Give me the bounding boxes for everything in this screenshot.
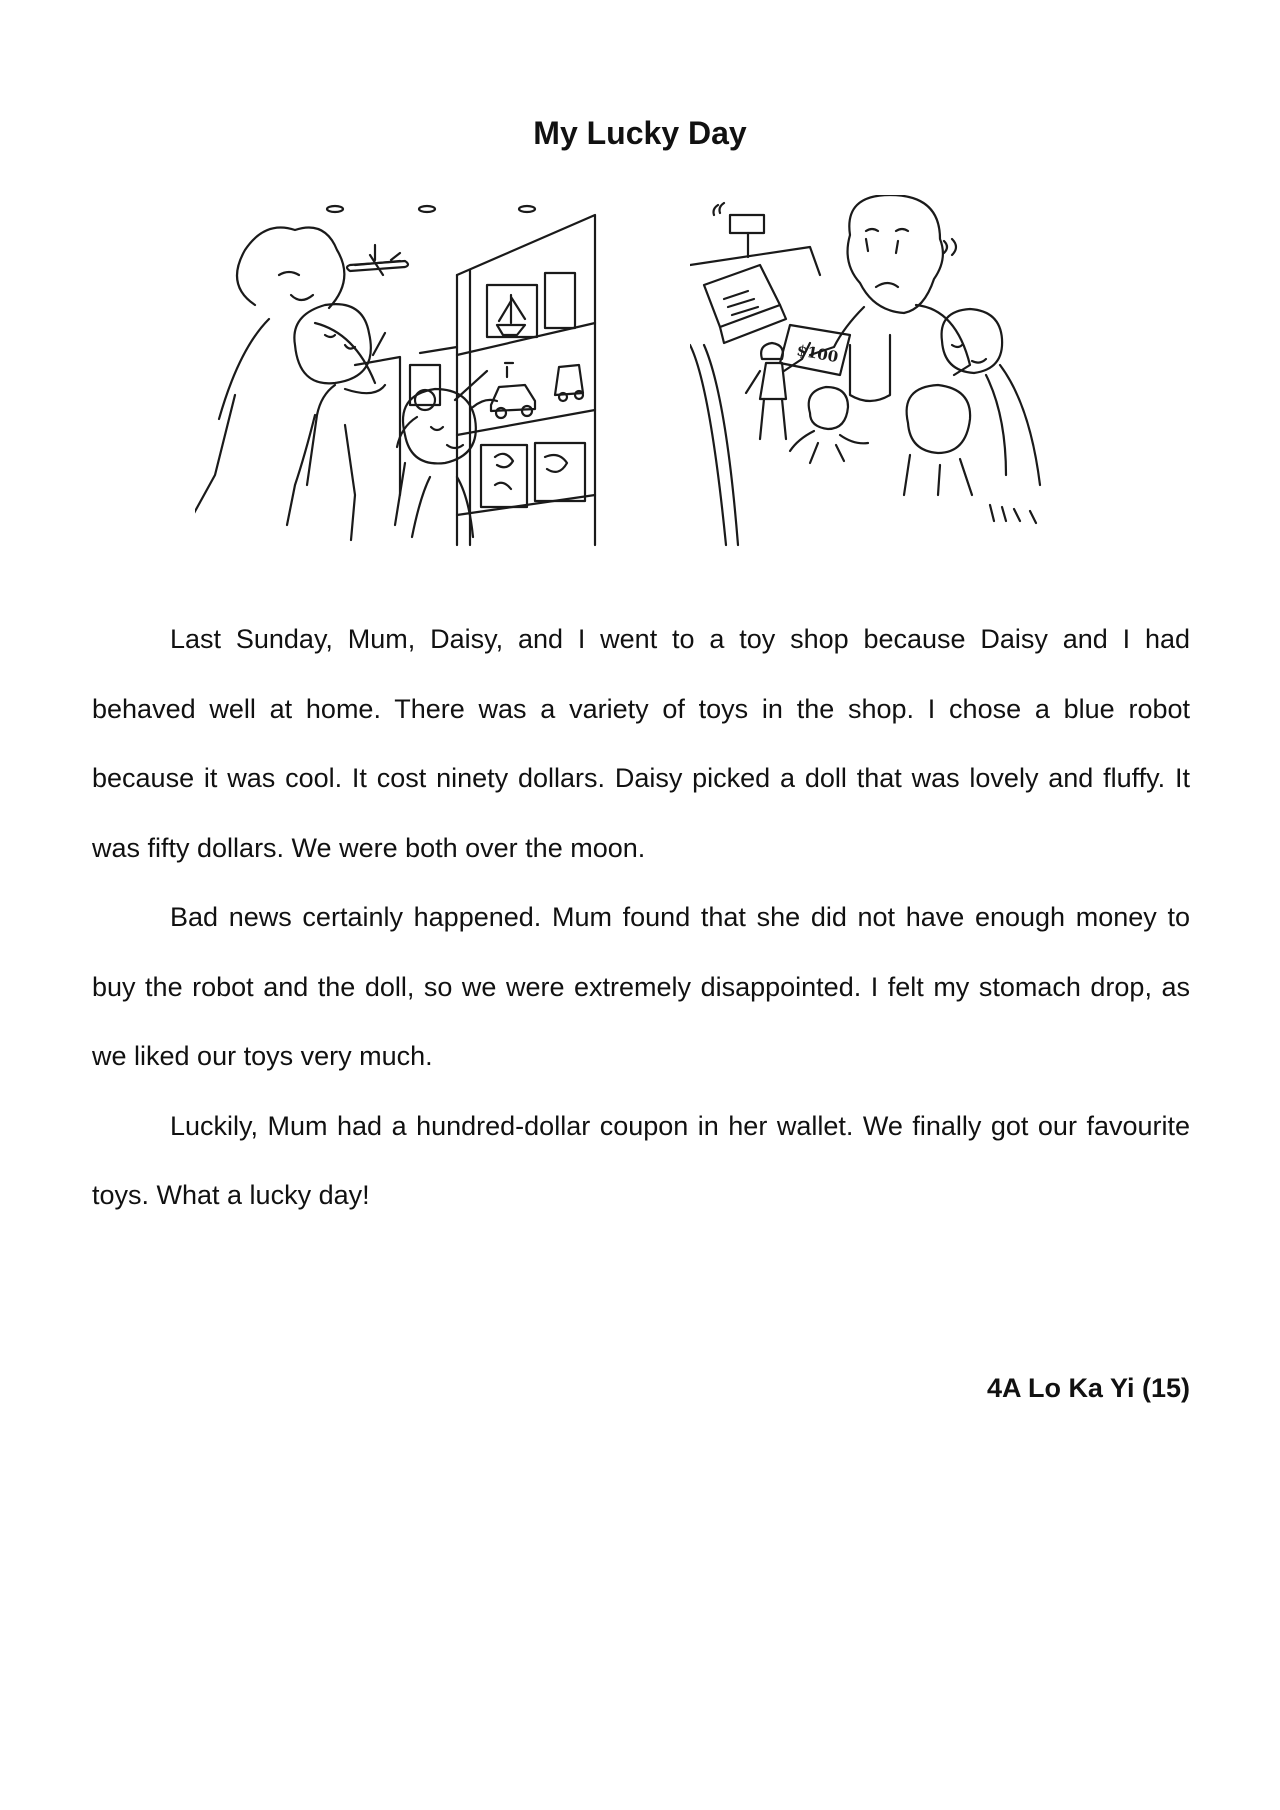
page-title: My Lucky Day <box>533 115 747 152</box>
checkout-counter-scene-illustration <box>690 195 1100 550</box>
story-text <box>92 605 1190 1231</box>
checkout-drawing <box>690 195 1100 550</box>
paragraph-1: Last Sunday, Mum, Daisy, and I went to a toy shop because Daisy and I had behaved well at home. There was a variety of toys in the shop. I chose a blue robot because it was cool. It cost ninety dollars. Daisy picked a doll that was lovely and fluffy. It was fifty dollars. We were both over the moon. <box>92 624 1190 863</box>
toy-shop-drawing <box>195 195 605 550</box>
coupon-price-label: $100 <box>795 341 840 367</box>
toy-shop-scene-illustration <box>195 195 605 550</box>
paragraph-3: Luckily, Mum had a hundred-dollar coupon in her wallet. We finally got our favourite toys. What a lucky day! <box>92 1110 1190 1210</box>
paragraph-2: Bad news certainly happened. Mum found that she did not have enough money to buy the robot and the doll, so we were extremely disappointed. I felt my stomach drop, as we liked our toys very much. <box>92 902 1190 1071</box>
author-signature: 4A Lo Ka Yi (15) <box>986 1373 1190 1403</box>
